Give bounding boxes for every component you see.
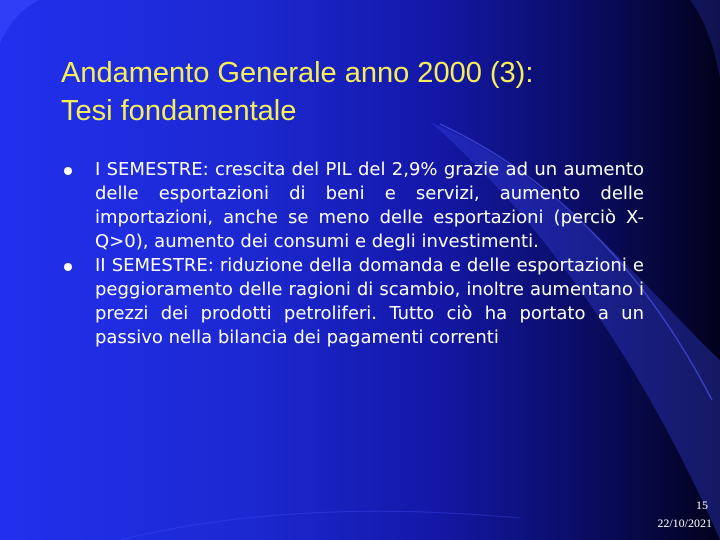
bullet-item-1 <box>64 158 644 254</box>
bullet-icon <box>64 167 72 175</box>
bullet-text-1: I SEMESTRE: crescita del PIL del 2,9% grazie ad un aumento delle esportazioni di beni e servizi, aumento delle importazioni, anche se meno delle esportazioni (perciò X-Q>0), aumento dei consumi e degli investimenti. <box>95 159 644 252</box>
bullet-text-2: II SEMESTRE: riduzione della domanda e delle esportazioni e peggioramento delle ragioni di scambio, inoltre aumentano i prezzi dei prodotti petroliferi. Tutto ciò ha portato a un passivo nella bilancia dei pagamenti correnti <box>95 255 644 348</box>
bullet-list <box>64 158 644 350</box>
slide-title-line-1: Andamento Generale anno 2000 (3): <box>61 57 534 89</box>
page-number: 15 <box>696 498 708 512</box>
slide-title <box>61 54 661 130</box>
bullet-icon <box>64 263 72 271</box>
slide-date: 22/10/2021 <box>657 516 712 530</box>
bullet-item-2 <box>64 254 644 350</box>
slide-title-line-2: Tesi fondamentale <box>61 95 297 127</box>
